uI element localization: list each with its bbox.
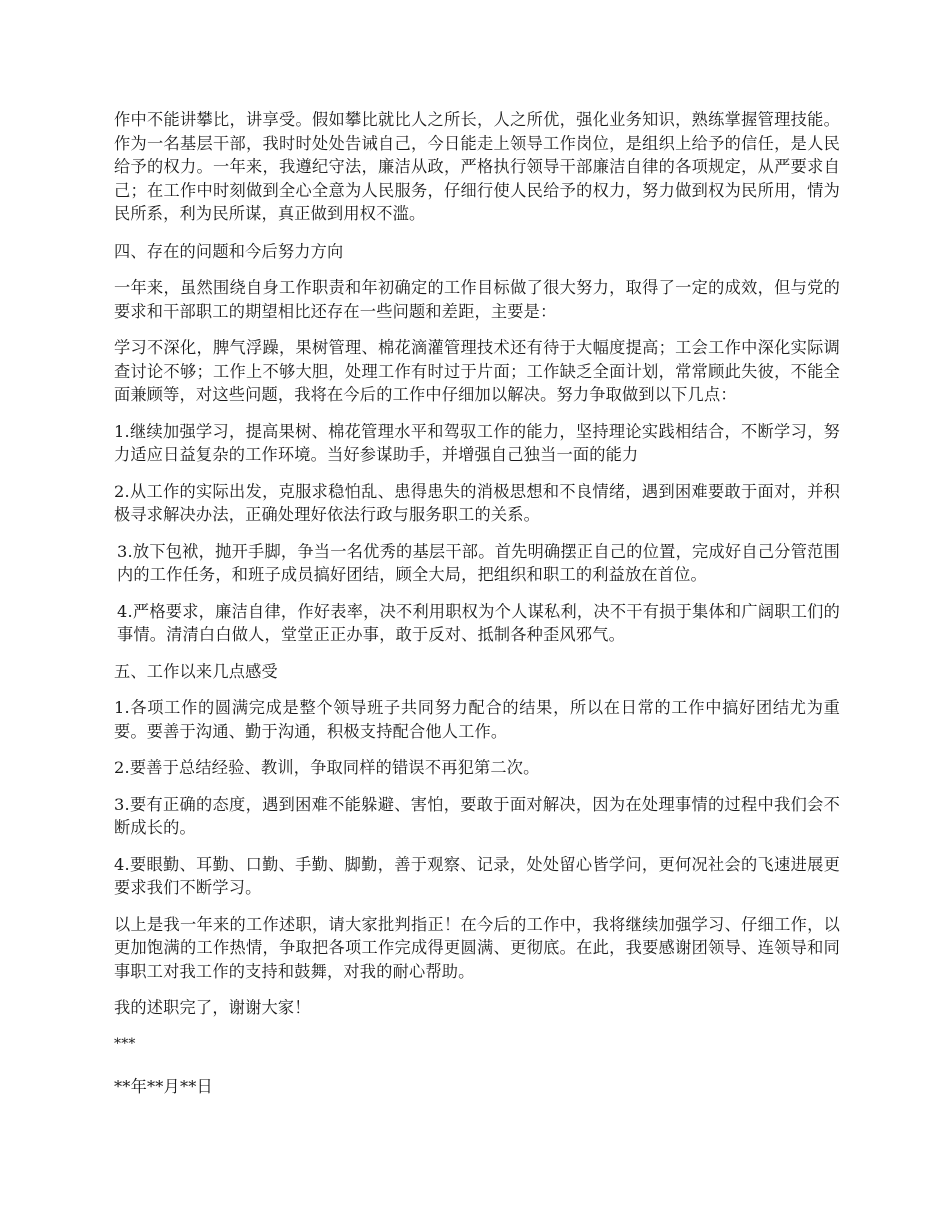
- list-item-reflection-2: 2.要善于总结经验、教训，争取同样的错误不再犯第二次。: [114, 758, 540, 777]
- paragraph-summary: 一年来，虽然围绕自身工作职责和年初确定的工作目标做了很大努力，取得了一定的成效，但与党的要求和干部职工的期望相比还存在一些问题和差距，主要是：: [114, 278, 840, 321]
- date-line: **年**月**日: [114, 1077, 213, 1096]
- paragraph-thanks: 我的述职完了，谢谢大家！: [114, 998, 311, 1017]
- paragraph-closing: 以上是我一年来的工作述职，请大家批判指正！在今后的工作中，我将继续加强学习、仔细工作，以更加饱满的工作热情，争取把各项工作完成得更圆满、更彻底。在此，我要感谢团领导、连领导和同事职工对我工作的支持和鼓舞，对我的耐心帮助。: [114, 914, 840, 981]
- paragraph-shortcomings: 学习不深化，脾气浮躁，果树管理、棉花滴灌管理技术还有待于大幅度提高；工会工作中深化实际调查讨论不够；工作上不够大胆，处理工作有时过于片面；工作缺乏全面计划，常常顾此失彼，不能全面兼顾等，对这些问题，我将在今后的工作中仔细加以解决。努力争取做到以下几点：: [114, 338, 840, 404]
- list-item-reflection-4: 4.要眼勤、耳勤、口勤、手勤、脚勤，善于观察、记录，处处留心皆学问，更何况社会的飞速进展更要求我们不断学习。: [114, 854, 840, 897]
- list-item-goal-4: 4.严格要求，廉洁自律，作好表率，决不利用职权为个人谋私利，决不干有损于集体和广阔职工们的事情。清清白白做人，堂堂正正办事，敢于反对、抵制各种歪风邪气。: [117, 601, 840, 644]
- list-item-goal-1: 1.继续加强学习，提高果树、棉花管理水平和驾驭工作的能力，坚持理论实践相结合，不断学习，努力适应日益复杂的工作环境。当好参谋助手，并增强自己独当一面的能力: [114, 421, 840, 464]
- section-heading-reflections: 五、工作以来几点感受: [114, 661, 278, 681]
- paragraph-integrity: 作中不能讲攀比，讲享受。假如攀比就比人之所长，人之所优，强化业务知识，熟练掌握管理技能。作为一名基层干部，我时时处处告诫自己，今日能走上领导工作岗位，是组织上给予的信任，是人民给予的权力。一年来，我遵纪守法，廉洁从政，严格执行领导干部廉洁自律的各项规定，从严要求自己；在工作中时刻做到全心全意为人民服务，仔细行使人民给予的权力，努力做到权为民所用，情为民所系，利为民所谋，真正做到用权不滥。: [114, 110, 840, 223]
- signature: ***: [114, 1035, 136, 1052]
- list-item-goal-3: 3.放下包袱，抛开手脚，争当一名优秀的基层干部。首先明确摆正自己的位置，完成好自己分管范围内的工作任务，和班子成员搞好团结，顾全大局，把组织和职工的利益放在首位。: [117, 541, 840, 584]
- list-item-reflection-3: 3.要有正确的态度，遇到困难不能躲避、害怕，要敢于面对解决，因为在处理事情的过程中我们会不断成长的。: [114, 794, 840, 837]
- document-body: [114, 108, 840, 1112]
- list-item-reflection-1: 1.各项工作的圆满完成是整个领导班子共同努力配合的结果，所以在日常的工作中搞好团结尤为重要。要善于沟通、勤于沟通，积极支持配合他人工作。: [114, 698, 840, 741]
- list-item-goal-2: 2.从工作的实际出发，克服求稳怕乱、患得患失的消极思想和不良情绪，遇到困难要敢于面对，并积极寻求解决办法，正确处理好依法行政与服务职工的关系。: [114, 481, 840, 524]
- section-heading-problems: 四、存在的问题和今后努力方向: [114, 241, 344, 261]
